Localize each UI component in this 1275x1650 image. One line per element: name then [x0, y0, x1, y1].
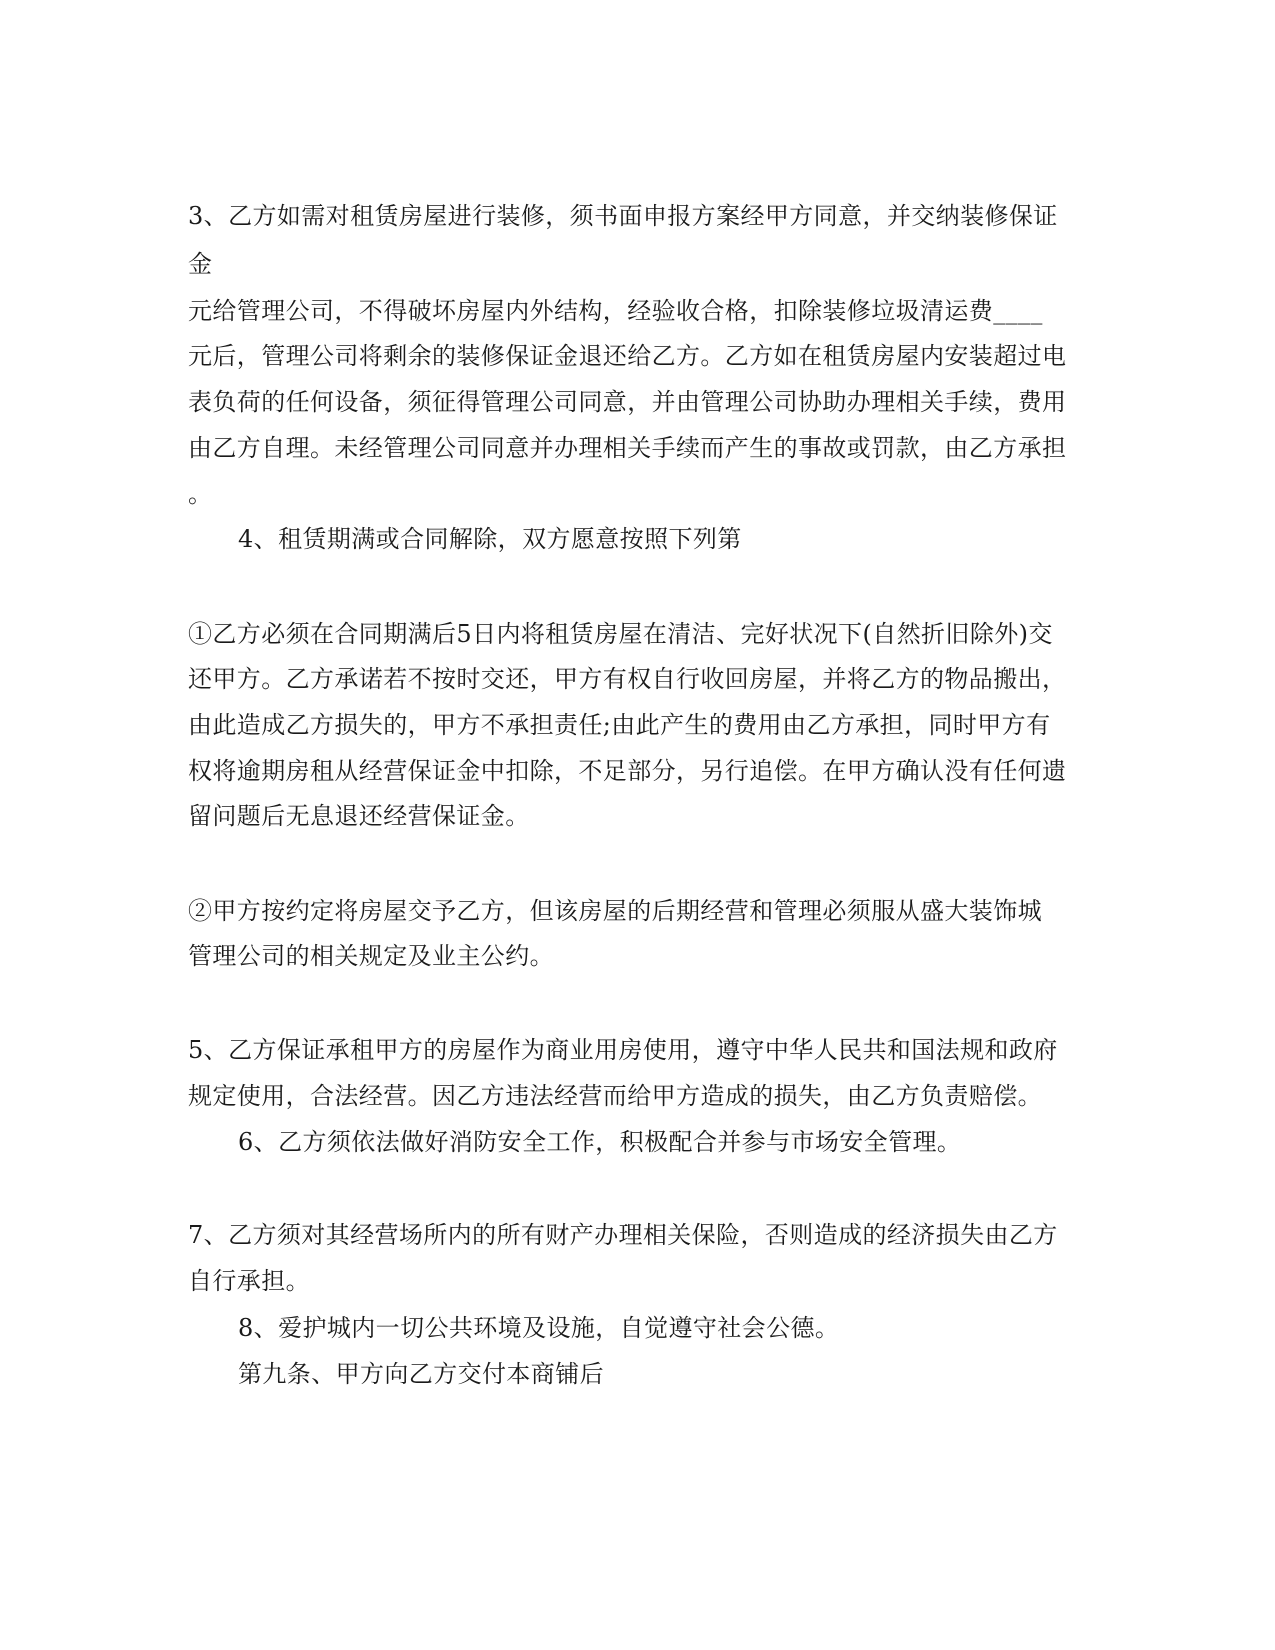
clause-3-line-5: 表负荷的任何设备，须征得管理公司同意，并由管理公司协助办理相关手续，费用 — [188, 388, 1067, 416]
clause-3-line-1: 3、乙方如需对租赁房屋进行装修，须书面申报方案经甲方同意，并交纳装修保证 — [188, 202, 1058, 230]
option-1-line-3: 由此造成乙方损失的，甲方不承担责任;由此产生的费用由乙方承担，同时甲方有 — [188, 711, 1051, 739]
clause-7-line-2: 自行承担。 — [188, 1267, 310, 1295]
option-1-line-2: 还甲方。乙方承诺若不按时交还，甲方有权自行收回房屋，并将乙方的物品搬出， — [188, 665, 1067, 693]
clause-8: 8、爱护城内一切公共环境及设施，自觉遵守社会公德。 — [238, 1314, 840, 1342]
clause-5-line-2: 规定使用，合法经营。因乙方违法经营而给甲方造成的损失，由乙方负责赔偿。 — [188, 1082, 1042, 1110]
clause-3-line-3: 元给管理公司，不得破坏房屋内外结构，经验收合格，扣除装修垃圾清运费____ — [188, 297, 1043, 325]
option-1-line-4: 权将逾期房租从经营保证金中扣除，不足部分，另行追偿。在甲方确认没有任何遗 — [188, 757, 1067, 785]
option-2-line-2: 管理公司的相关规定及业主公约。 — [188, 942, 554, 970]
article-9-heading: 第九条、甲方向乙方交付本商铺后 — [238, 1360, 604, 1388]
clause-5-line-1: 5、乙方保证承租甲方的房屋作为商业用房使用，遵守中华人民共和国法规和政府 — [188, 1036, 1058, 1064]
clause-4-heading: 4、租赁期满或合同解除，双方愿意按照下列第 — [238, 525, 742, 553]
option-2-line-1: ②甲方按约定将房屋交予乙方，但该房屋的后期经营和管理必须服从盛大装饰城 — [188, 897, 1042, 925]
option-1-line-1: ①乙方必须在合同期满后5日内将租赁房屋在清洁、完好状况下(自然折旧除外)交 — [188, 620, 1053, 648]
clause-3-line-7: 。 — [188, 480, 213, 508]
clause-7-line-1: 7、乙方须对其经营场所内的所有财产办理相关保险，否则造成的经济损失由乙方 — [188, 1221, 1058, 1249]
option-1-line-5: 留问题后无息退还经营保证金。 — [188, 802, 530, 830]
clause-3-line-4: 元后，管理公司将剩余的装修保证金退还给乙方。乙方如在租赁房屋内安装超过电 — [188, 342, 1067, 370]
clause-3-line-2: 金 — [188, 250, 213, 278]
clause-6: 6、乙方须依法做好消防安全工作，积极配合并参与市场安全管理。 — [238, 1128, 962, 1156]
clause-3-line-6: 由乙方自理。未经管理公司同意并办理相关手续而产生的事故或罚款，由乙方承担 — [188, 434, 1067, 462]
